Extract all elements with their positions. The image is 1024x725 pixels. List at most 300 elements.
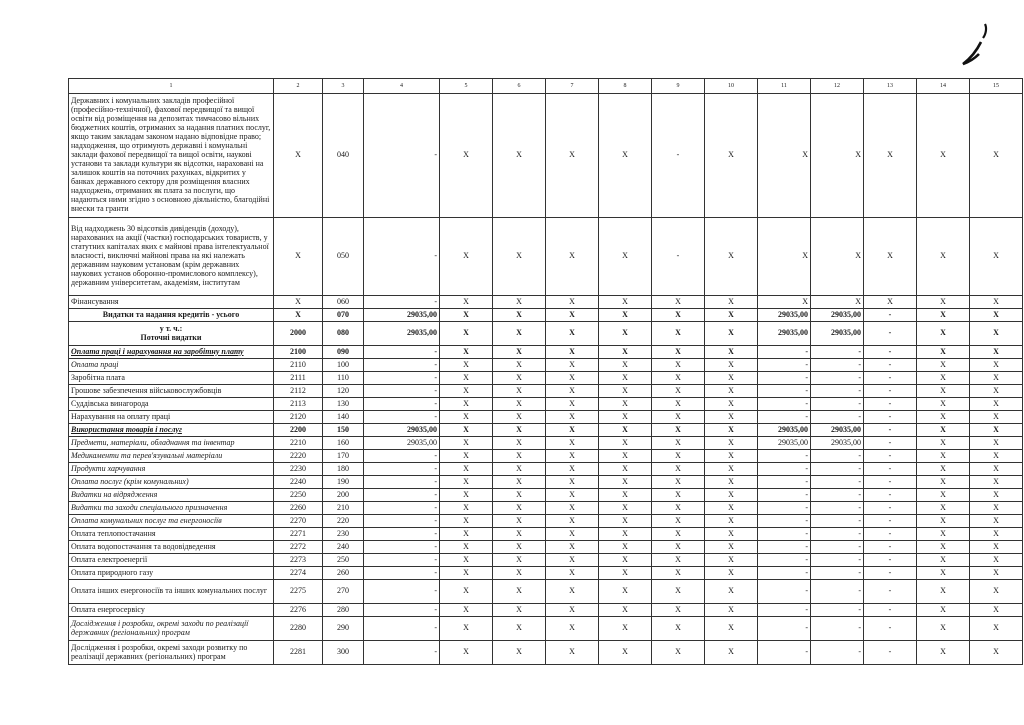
row-label: Предмети, матеріали, обладнання та інвентар bbox=[69, 437, 274, 450]
table-cell: X bbox=[440, 617, 493, 641]
row-label: Видатки на відрядження bbox=[69, 489, 274, 502]
table-cell: 170 bbox=[323, 450, 364, 463]
table-cell: - bbox=[864, 541, 917, 554]
table-cell: X bbox=[652, 476, 705, 489]
table-cell: - bbox=[364, 296, 440, 309]
table-row bbox=[69, 580, 1023, 604]
table-cell: X bbox=[917, 567, 970, 580]
table-cell: X bbox=[705, 450, 758, 463]
table-cell: X bbox=[599, 567, 652, 580]
table-cell: - bbox=[364, 541, 440, 554]
table-cell: - bbox=[758, 450, 811, 463]
row-label: Оплата водопостачання та водовідведення bbox=[69, 541, 274, 554]
table-row bbox=[69, 94, 1023, 218]
table-cell: - bbox=[364, 641, 440, 665]
table-cell: X bbox=[864, 94, 917, 218]
table-cell: - bbox=[864, 567, 917, 580]
table-row bbox=[69, 372, 1023, 385]
table-cell: X bbox=[705, 94, 758, 218]
table-cell: - bbox=[864, 641, 917, 665]
column-number-2: 2 bbox=[274, 79, 323, 94]
table-cell: - bbox=[758, 385, 811, 398]
table-cell: 2250 bbox=[274, 489, 323, 502]
table-row bbox=[69, 604, 1023, 617]
table-cell: - bbox=[758, 463, 811, 476]
table-cell: X bbox=[917, 398, 970, 411]
table-cell: 2210 bbox=[274, 437, 323, 450]
table-cell: X bbox=[652, 296, 705, 309]
table-cell: X bbox=[546, 437, 599, 450]
table-cell: X bbox=[970, 641, 1023, 665]
table-cell: 230 bbox=[323, 528, 364, 541]
table-cell: X bbox=[546, 463, 599, 476]
table-row bbox=[69, 346, 1023, 359]
table-cell: X bbox=[546, 346, 599, 359]
table-cell: 2270 bbox=[274, 515, 323, 528]
table-cell: X bbox=[599, 437, 652, 450]
row-label: Оплата природного газу bbox=[69, 567, 274, 580]
row-label: Оплата теплопостачання bbox=[69, 528, 274, 541]
table-row bbox=[69, 437, 1023, 450]
table-cell: X bbox=[493, 450, 546, 463]
table-cell: - bbox=[811, 567, 864, 580]
table-cell: - bbox=[364, 94, 440, 218]
table-cell: X bbox=[970, 567, 1023, 580]
table-cell: X bbox=[652, 541, 705, 554]
table-cell: - bbox=[864, 502, 917, 515]
table-row bbox=[69, 322, 1023, 346]
table-cell: X bbox=[917, 580, 970, 604]
table-cell: X bbox=[493, 437, 546, 450]
column-number-7: 7 bbox=[546, 79, 599, 94]
table-cell: X bbox=[652, 346, 705, 359]
table-row bbox=[69, 359, 1023, 372]
table-cell: X bbox=[970, 489, 1023, 502]
table-cell: X bbox=[493, 322, 546, 346]
table-cell: X bbox=[917, 528, 970, 541]
signature-mark bbox=[955, 20, 995, 70]
table-cell: X bbox=[652, 463, 705, 476]
row-label: Оплата послуг (крім комунальних) bbox=[69, 476, 274, 489]
table-cell: - bbox=[811, 489, 864, 502]
table-cell: 29035,00 bbox=[811, 424, 864, 437]
table-cell: X bbox=[652, 554, 705, 567]
table-cell: X bbox=[599, 476, 652, 489]
table-cell: X bbox=[917, 641, 970, 665]
table-cell: X bbox=[705, 541, 758, 554]
table-cell: X bbox=[440, 296, 493, 309]
table-cell: X bbox=[440, 554, 493, 567]
table-cell: X bbox=[652, 359, 705, 372]
table-cell: - bbox=[864, 346, 917, 359]
table-cell: X bbox=[652, 385, 705, 398]
table-cell: X bbox=[705, 372, 758, 385]
table-cell: X bbox=[705, 489, 758, 502]
table-cell: - bbox=[864, 437, 917, 450]
column-number-10: 10 bbox=[705, 79, 758, 94]
table-cell: - bbox=[864, 385, 917, 398]
table-cell: X bbox=[493, 567, 546, 580]
table-row bbox=[69, 463, 1023, 476]
table-cell: - bbox=[811, 580, 864, 604]
column-number-5: 5 bbox=[440, 79, 493, 94]
table-cell: - bbox=[864, 554, 917, 567]
table-row bbox=[69, 641, 1023, 665]
table-cell: X bbox=[599, 502, 652, 515]
table-cell: X bbox=[758, 218, 811, 296]
table-cell: X bbox=[917, 424, 970, 437]
table-cell: X bbox=[440, 385, 493, 398]
table-cell: X bbox=[546, 450, 599, 463]
table-cell: - bbox=[758, 515, 811, 528]
table-cell: - bbox=[811, 346, 864, 359]
table-cell: X bbox=[440, 322, 493, 346]
table-cell: X bbox=[440, 398, 493, 411]
table-cell: X bbox=[970, 437, 1023, 450]
table-cell: X bbox=[970, 604, 1023, 617]
table-cell: X bbox=[493, 641, 546, 665]
table-cell: X bbox=[970, 450, 1023, 463]
table-cell: X bbox=[493, 554, 546, 567]
table-cell: X bbox=[493, 372, 546, 385]
table-cell: X bbox=[970, 541, 1023, 554]
table-cell: X bbox=[705, 411, 758, 424]
table-cell: X bbox=[546, 322, 599, 346]
table-cell: X bbox=[440, 463, 493, 476]
table-cell: X bbox=[493, 502, 546, 515]
table-cell: X bbox=[546, 218, 599, 296]
table-cell: X bbox=[917, 359, 970, 372]
table-cell: 190 bbox=[323, 476, 364, 489]
table-cell: X bbox=[440, 476, 493, 489]
table-cell: 29035,00 bbox=[758, 424, 811, 437]
row-label: Дослідження і розробки, окремі заходи розвитку по реалізації державних (регіональних) програм bbox=[69, 641, 274, 665]
table-cell: - bbox=[811, 359, 864, 372]
table-cell: X bbox=[274, 296, 323, 309]
table-cell: X bbox=[274, 309, 323, 322]
table-cell: 090 bbox=[323, 346, 364, 359]
table-cell: 2274 bbox=[274, 567, 323, 580]
column-number-9: 9 bbox=[652, 79, 705, 94]
table-cell: X bbox=[970, 94, 1023, 218]
column-number-15: 15 bbox=[970, 79, 1023, 94]
table-cell: X bbox=[493, 398, 546, 411]
table-cell: 140 bbox=[323, 411, 364, 424]
table-cell: - bbox=[364, 604, 440, 617]
table-cell: - bbox=[811, 554, 864, 567]
table-cell: X bbox=[970, 424, 1023, 437]
table-cell: 2100 bbox=[274, 346, 323, 359]
table-cell: X bbox=[440, 541, 493, 554]
table-cell: X bbox=[652, 411, 705, 424]
table-cell: X bbox=[599, 541, 652, 554]
table-cell: X bbox=[705, 617, 758, 641]
table-cell: X bbox=[493, 309, 546, 322]
table-cell: - bbox=[864, 398, 917, 411]
table-cell: X bbox=[493, 424, 546, 437]
table-row bbox=[69, 424, 1023, 437]
table-cell: X bbox=[599, 309, 652, 322]
table-cell: X bbox=[811, 296, 864, 309]
table-cell: X bbox=[440, 437, 493, 450]
table-cell: X bbox=[970, 296, 1023, 309]
table-cell: X bbox=[493, 296, 546, 309]
table-cell: 150 bbox=[323, 424, 364, 437]
table-cell: X bbox=[705, 309, 758, 322]
table-cell: X bbox=[917, 604, 970, 617]
table-cell: X bbox=[493, 541, 546, 554]
table-row bbox=[69, 385, 1023, 398]
table-cell: X bbox=[917, 541, 970, 554]
table-cell: X bbox=[917, 411, 970, 424]
table-cell: X bbox=[917, 322, 970, 346]
table-cell: X bbox=[546, 309, 599, 322]
table-row bbox=[69, 476, 1023, 489]
table-cell: X bbox=[705, 385, 758, 398]
table-cell: - bbox=[811, 541, 864, 554]
table-cell: - bbox=[811, 385, 864, 398]
table-cell: 2000 bbox=[274, 322, 323, 346]
table-cell: X bbox=[652, 489, 705, 502]
budget-report-table bbox=[68, 78, 1023, 665]
table-cell: - bbox=[364, 346, 440, 359]
table-cell: - bbox=[864, 617, 917, 641]
table-cell: X bbox=[493, 489, 546, 502]
table-cell: X bbox=[599, 580, 652, 604]
row-label: Медикаменти та перев'язувальні матеріали bbox=[69, 450, 274, 463]
table-cell: - bbox=[811, 617, 864, 641]
table-cell: - bbox=[811, 641, 864, 665]
table-cell: 080 bbox=[323, 322, 364, 346]
table-cell: - bbox=[864, 604, 917, 617]
table-cell: X bbox=[599, 296, 652, 309]
table-cell: X bbox=[705, 567, 758, 580]
table-cell: X bbox=[705, 463, 758, 476]
table-cell: - bbox=[364, 450, 440, 463]
table-cell: - bbox=[811, 476, 864, 489]
row-label: Державних і комунальних закладів професійної (професійно-технічної), фахової передвищої та вищої освіти від розміщення на депозитах тимчасово вільних бюджетних коштів, отриманих за надання платних послуг, якщо таким закладам законом надано відповідне право; надходження, що отримують державні і комунальні заклади фахової передвищої та вищої освіти, наукові установи та заклади культури як відсотки, нараховані на залишок коштів на поточних рахунках, відкритих у банках державного сектору для розміщення власних надходжень, отриманих як плата за послуги, що надаються ними згідно з основною діяльністю, благодійні внески та гранти bbox=[69, 94, 274, 218]
table-cell: - bbox=[864, 372, 917, 385]
table-cell: X bbox=[599, 424, 652, 437]
table-cell: X bbox=[274, 94, 323, 218]
table-cell: X bbox=[652, 580, 705, 604]
table-cell: X bbox=[652, 617, 705, 641]
column-number-4: 4 bbox=[364, 79, 440, 94]
table-cell: X bbox=[599, 489, 652, 502]
table-cell: X bbox=[440, 359, 493, 372]
table-cell: X bbox=[440, 309, 493, 322]
table-cell: X bbox=[599, 372, 652, 385]
row-label: Оплата праці bbox=[69, 359, 274, 372]
table-cell: X bbox=[652, 424, 705, 437]
table-cell: X bbox=[652, 528, 705, 541]
table-cell: 300 bbox=[323, 641, 364, 665]
table-cell: X bbox=[652, 398, 705, 411]
table-cell: X bbox=[917, 346, 970, 359]
table-cell: X bbox=[440, 411, 493, 424]
column-number-3: 3 bbox=[323, 79, 364, 94]
table-cell: X bbox=[599, 515, 652, 528]
table-cell: - bbox=[811, 450, 864, 463]
table-cell: - bbox=[364, 476, 440, 489]
table-cell: X bbox=[493, 346, 546, 359]
table-cell: - bbox=[758, 580, 811, 604]
row-label: Суддівська винагорода bbox=[69, 398, 274, 411]
table-cell: X bbox=[970, 322, 1023, 346]
table-cell: X bbox=[970, 617, 1023, 641]
table-cell: X bbox=[493, 580, 546, 604]
table-cell: X bbox=[705, 296, 758, 309]
table-cell: X bbox=[705, 346, 758, 359]
table-cell: - bbox=[811, 398, 864, 411]
table-cell: 29035,00 bbox=[758, 437, 811, 450]
table-cell: 130 bbox=[323, 398, 364, 411]
table-cell: 270 bbox=[323, 580, 364, 604]
table-cell: - bbox=[758, 617, 811, 641]
table-cell: 250 bbox=[323, 554, 364, 567]
table-cell: X bbox=[917, 372, 970, 385]
table-cell: X bbox=[917, 617, 970, 641]
table-cell: - bbox=[364, 359, 440, 372]
table-cell: X bbox=[599, 554, 652, 567]
row-label: Використання товарів і послуг bbox=[69, 424, 274, 437]
table-cell: X bbox=[705, 528, 758, 541]
table-cell: X bbox=[917, 476, 970, 489]
table-cell: X bbox=[493, 604, 546, 617]
table-cell: X bbox=[970, 359, 1023, 372]
row-label: Оплата комунальних послуг та енергоносіїв bbox=[69, 515, 274, 528]
table-cell: X bbox=[652, 309, 705, 322]
table-cell: X bbox=[705, 554, 758, 567]
table-cell: - bbox=[758, 641, 811, 665]
table-cell: X bbox=[546, 502, 599, 515]
row-label: Оплата інших енергоносіїв та інших комунальних послуг bbox=[69, 580, 274, 604]
table-cell: - bbox=[864, 359, 917, 372]
table-cell: X bbox=[440, 567, 493, 580]
table-cell: X bbox=[917, 554, 970, 567]
table-cell: X bbox=[440, 218, 493, 296]
table-cell: 210 bbox=[323, 502, 364, 515]
table-cell: X bbox=[599, 359, 652, 372]
row-label: Оплата праці і нарахування на заробітну плату bbox=[69, 346, 274, 359]
table-cell: X bbox=[493, 528, 546, 541]
table-cell: X bbox=[546, 411, 599, 424]
table-cell: X bbox=[546, 372, 599, 385]
table-cell: 100 bbox=[323, 359, 364, 372]
table-cell: X bbox=[546, 641, 599, 665]
table-cell: - bbox=[864, 528, 917, 541]
table-cell: X bbox=[546, 385, 599, 398]
table-cell: X bbox=[493, 359, 546, 372]
table-cell: - bbox=[864, 476, 917, 489]
table-cell: 29035,00 bbox=[364, 322, 440, 346]
table-cell: 2110 bbox=[274, 359, 323, 372]
table-cell: 120 bbox=[323, 385, 364, 398]
table-cell: X bbox=[599, 398, 652, 411]
table-cell: - bbox=[811, 411, 864, 424]
table-cell: - bbox=[364, 617, 440, 641]
table-cell: - bbox=[364, 567, 440, 580]
table-cell: - bbox=[652, 218, 705, 296]
row-label: Фінансування bbox=[69, 296, 274, 309]
table-cell: X bbox=[917, 296, 970, 309]
table-row bbox=[69, 528, 1023, 541]
table-cell: X bbox=[546, 541, 599, 554]
table-cell: - bbox=[758, 567, 811, 580]
table-cell: - bbox=[364, 372, 440, 385]
table-cell: X bbox=[493, 411, 546, 424]
table-cell: - bbox=[864, 463, 917, 476]
table-cell: X bbox=[493, 617, 546, 641]
table-cell: X bbox=[705, 515, 758, 528]
table-cell: X bbox=[970, 554, 1023, 567]
table-cell: X bbox=[440, 450, 493, 463]
table-cell: X bbox=[599, 346, 652, 359]
table-cell: 070 bbox=[323, 309, 364, 322]
table-cell: 2273 bbox=[274, 554, 323, 567]
table-cell: 260 bbox=[323, 567, 364, 580]
table-cell: 2220 bbox=[274, 450, 323, 463]
table-cell: - bbox=[811, 515, 864, 528]
table-cell: X bbox=[864, 296, 917, 309]
table-cell: X bbox=[970, 372, 1023, 385]
table-cell: - bbox=[864, 515, 917, 528]
table-cell: X bbox=[970, 309, 1023, 322]
table-cell: - bbox=[364, 218, 440, 296]
row-label: Оплата енергосервісу bbox=[69, 604, 274, 617]
table-cell: X bbox=[440, 515, 493, 528]
table-cell: X bbox=[440, 346, 493, 359]
table-cell: - bbox=[364, 385, 440, 398]
table-cell: X bbox=[864, 218, 917, 296]
table-cell: 2120 bbox=[274, 411, 323, 424]
table-cell: - bbox=[364, 502, 440, 515]
table-cell: X bbox=[917, 450, 970, 463]
table-cell: 2200 bbox=[274, 424, 323, 437]
table-cell: X bbox=[546, 476, 599, 489]
table-cell: X bbox=[546, 296, 599, 309]
table-cell: - bbox=[811, 604, 864, 617]
table-cell: X bbox=[440, 528, 493, 541]
table-cell: X bbox=[546, 515, 599, 528]
table-cell: X bbox=[546, 580, 599, 604]
table-cell: X bbox=[599, 528, 652, 541]
table-cell: 29035,00 bbox=[758, 322, 811, 346]
table-cell: 29035,00 bbox=[811, 309, 864, 322]
table-cell: 240 bbox=[323, 541, 364, 554]
row-label: Продукти харчування bbox=[69, 463, 274, 476]
table-row bbox=[69, 489, 1023, 502]
table-cell: 200 bbox=[323, 489, 364, 502]
table-cell: X bbox=[599, 604, 652, 617]
table-cell: X bbox=[811, 218, 864, 296]
table-cell: X bbox=[970, 476, 1023, 489]
table-cell: X bbox=[599, 450, 652, 463]
row-label: Оплата електроенергії bbox=[69, 554, 274, 567]
table-cell: - bbox=[364, 489, 440, 502]
table-cell: X bbox=[970, 398, 1023, 411]
row-label: Нарахування на оплату праці bbox=[69, 411, 274, 424]
table-cell: 050 bbox=[323, 218, 364, 296]
table-cell: X bbox=[970, 385, 1023, 398]
row-label: Видатки та заходи спеціального призначення bbox=[69, 502, 274, 515]
table-cell: X bbox=[652, 322, 705, 346]
table-cell: - bbox=[364, 398, 440, 411]
table-cell: 220 bbox=[323, 515, 364, 528]
table-cell: X bbox=[970, 411, 1023, 424]
table-cell: X bbox=[546, 604, 599, 617]
table-cell: X bbox=[970, 515, 1023, 528]
